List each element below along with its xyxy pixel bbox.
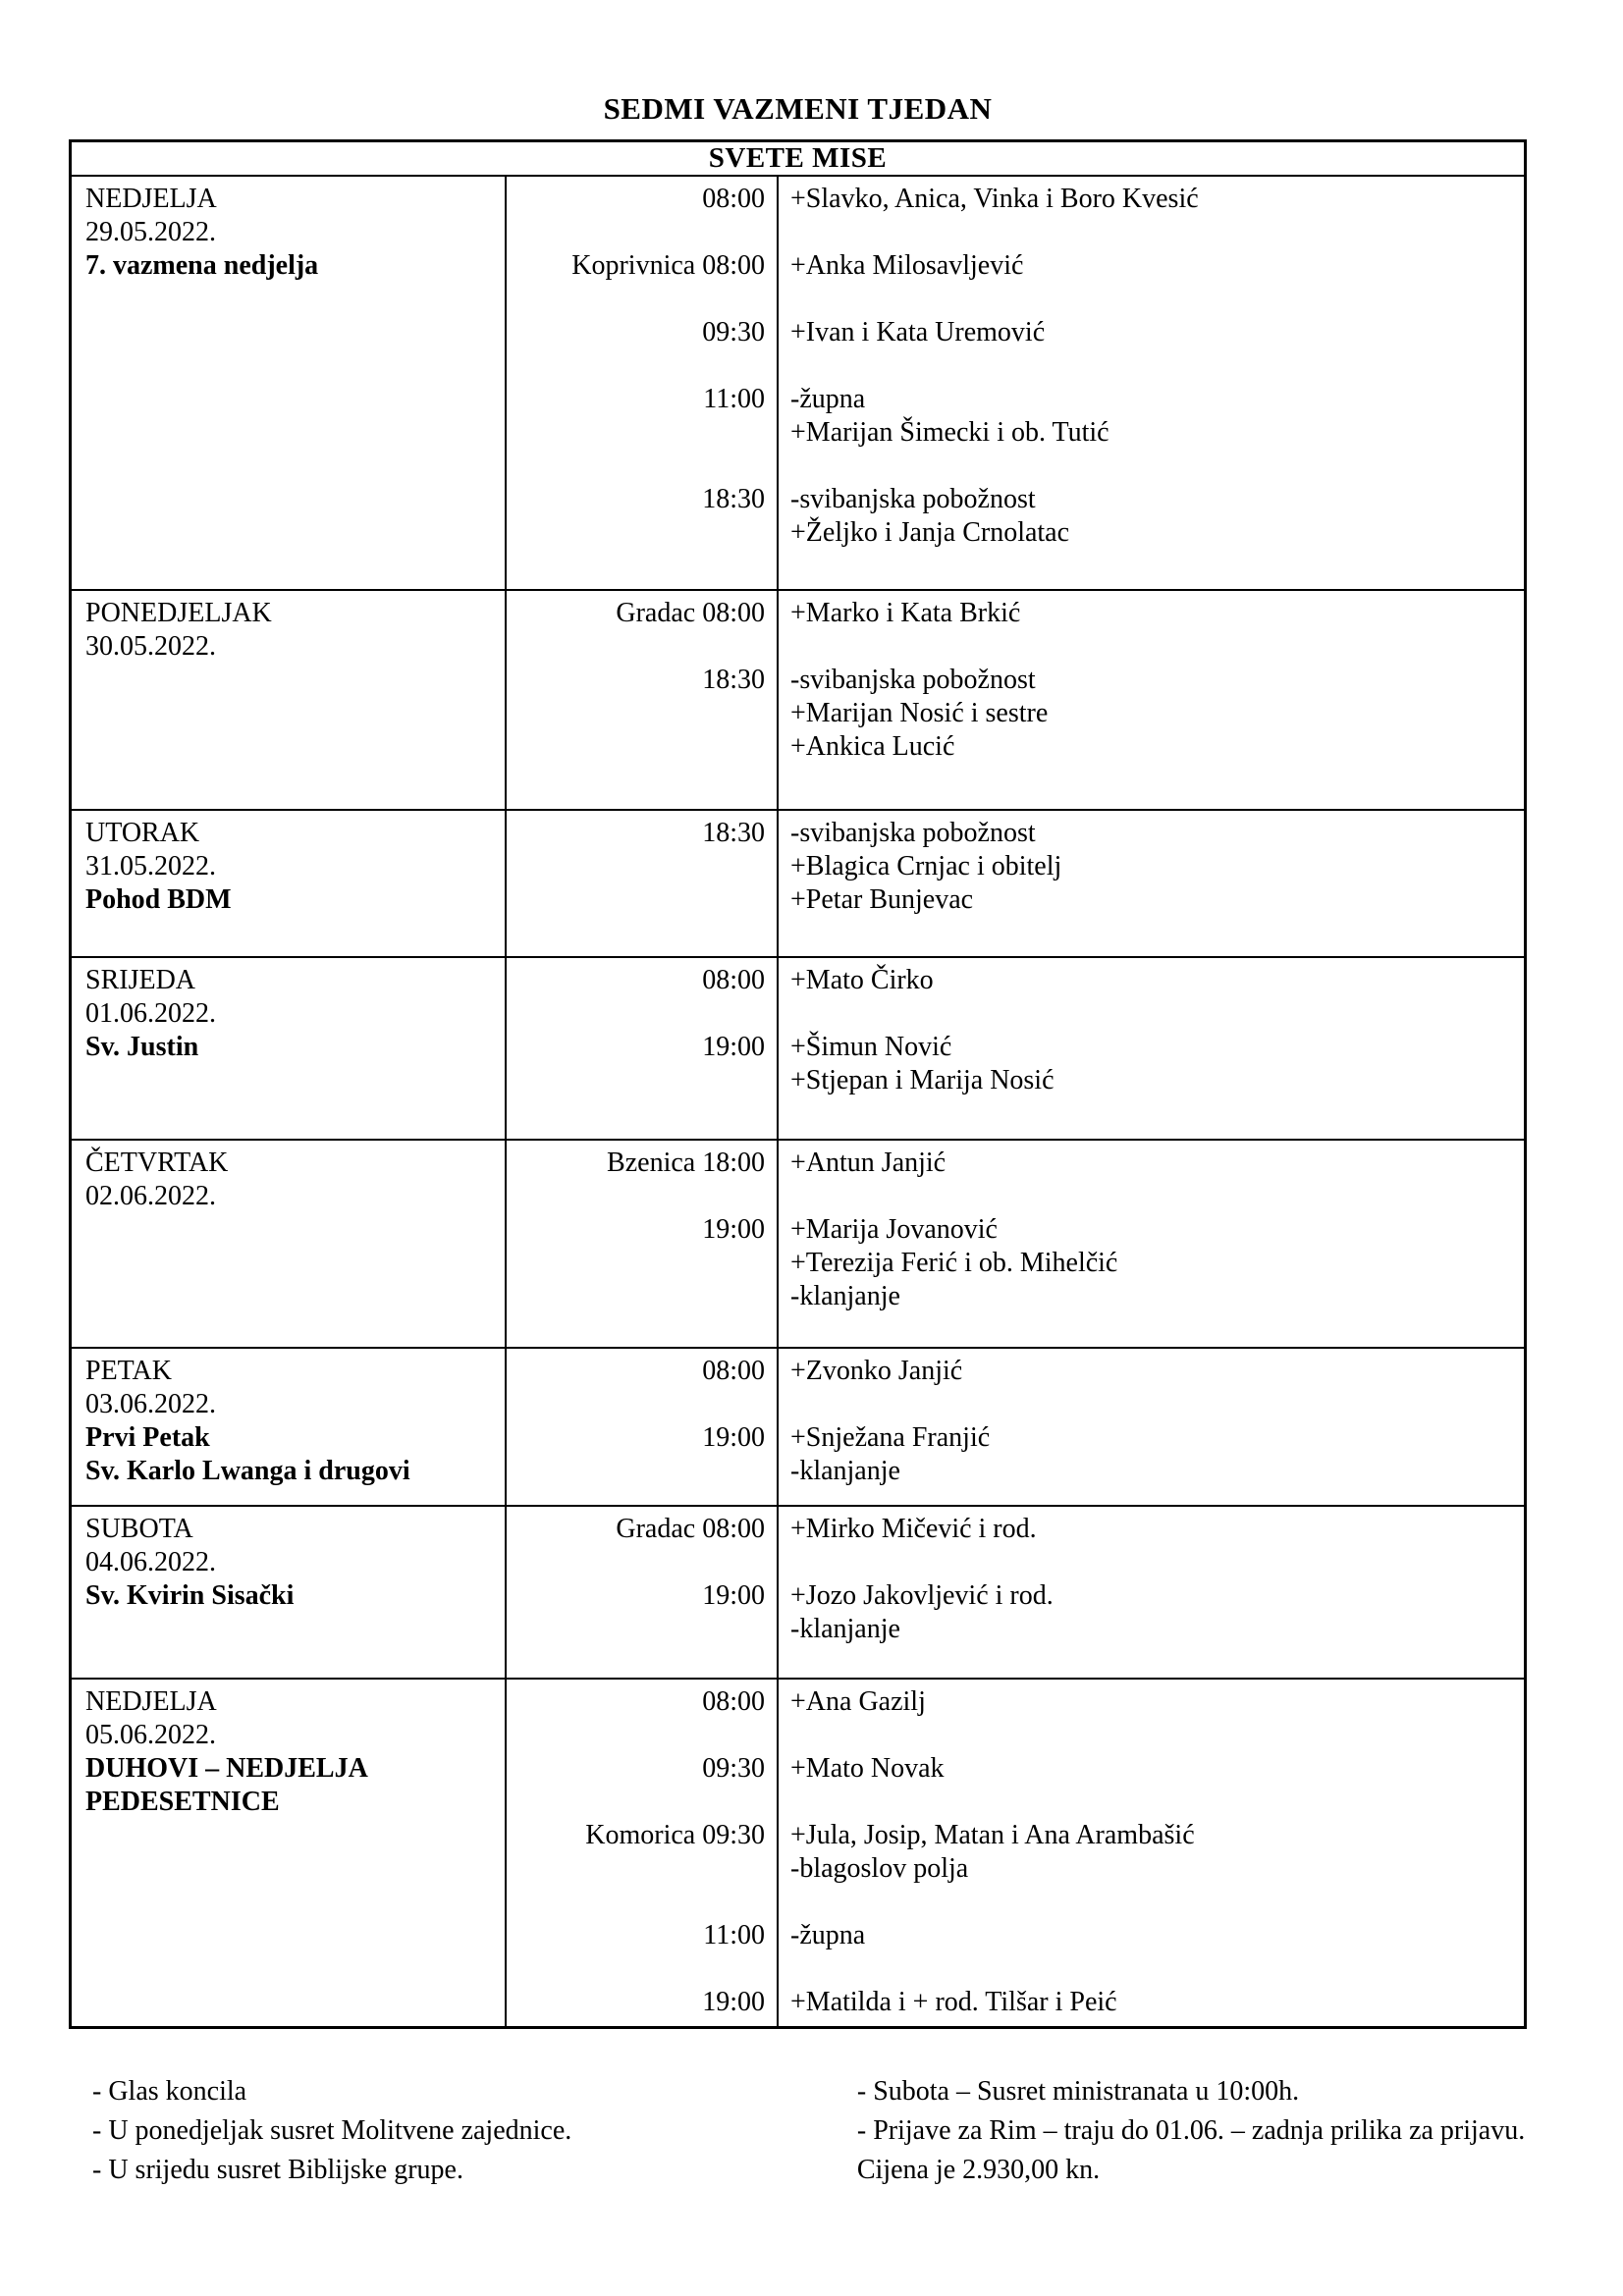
- intention-line: -župna: [790, 1920, 866, 1950]
- intention-group: [790, 664, 1524, 764]
- intention-line: +Ivan i Kata Uremović: [790, 317, 1046, 347]
- intention-group: [790, 964, 1524, 997]
- schedule-row: [72, 175, 1524, 589]
- time-cell: [505, 591, 777, 809]
- day-cell: [72, 1507, 505, 1678]
- mass-table-body: [72, 175, 1524, 2026]
- intention-group: [790, 1147, 1524, 1180]
- time-cell: [505, 1507, 777, 1678]
- day-line: Prvi Petak: [85, 1422, 210, 1453]
- time-entry: 18:30: [702, 818, 765, 848]
- intention-line: +Terezija Ferić i ob. Mihelčić: [790, 1248, 1118, 1278]
- mass-schedule-table: [69, 139, 1527, 2029]
- intention-line: +Željko i Janja Crnolatac: [790, 517, 1070, 548]
- time-entry: Gradac 08:00: [616, 1514, 765, 1544]
- time-entry: 19:00: [702, 1987, 765, 2017]
- day-line: UTORAK: [85, 818, 200, 848]
- day-line: 02.06.2022.: [85, 1181, 216, 1211]
- note-line: - Subota – Susret ministranata u 10:00h.: [856, 2076, 1300, 2107]
- note-line: - U ponedjeljak susret Molitvene zajednice.: [92, 2115, 572, 2146]
- intentions-cell: [777, 1349, 1524, 1505]
- intention-line: +Mirko Mičević i rod.: [790, 1514, 1037, 1544]
- intention-group: [790, 1819, 1524, 1886]
- intention-group: [790, 1752, 1524, 1786]
- intention-line: +Petar Bunjevac: [790, 884, 974, 915]
- day-line: 05.06.2022.: [85, 1720, 216, 1750]
- intention-line: +Ana Gazilj: [790, 1686, 926, 1717]
- day-line: ČETVRTAK: [85, 1148, 229, 1178]
- day-cell: [72, 1680, 505, 2026]
- intention-line: +Blagica Crnjac i obitelj: [790, 851, 1062, 881]
- day-line: 01.06.2022.: [85, 998, 216, 1029]
- day-line: 31.05.2022.: [85, 851, 216, 881]
- table-header: SVETE MISE: [708, 142, 888, 174]
- day-line: NEDJELJA: [85, 1686, 217, 1717]
- time-entry: 19:00: [702, 1032, 765, 1062]
- schedule-row: [72, 1505, 1524, 1678]
- time-cell: [505, 811, 777, 956]
- day-line: Sv. Karlo Lwanga i drugovi: [85, 1456, 410, 1486]
- intention-group: [790, 1513, 1524, 1546]
- intention-group: [790, 483, 1524, 550]
- intention-line: +Anka Milosavljević: [790, 250, 1024, 281]
- day-line: SRIJEDA: [85, 965, 196, 995]
- intention-line: +Antun Janjić: [790, 1148, 947, 1178]
- intention-group: [790, 1919, 1524, 1952]
- footer-notes: [69, 2072, 1527, 2190]
- intention-line: +Ankica Lucić: [790, 731, 955, 762]
- intention-line: -klanjanje: [790, 1614, 900, 1644]
- time-entry: Bzenica 18:00: [607, 1148, 765, 1178]
- intention-line: -svibanjska pobožnost: [790, 818, 1036, 848]
- intention-group: [790, 1355, 1524, 1388]
- day-line: PONEDJELJAK: [85, 598, 272, 628]
- day-line: NEDJELJA: [85, 184, 217, 214]
- intention-group: [790, 249, 1524, 283]
- intentions-cell: [777, 1680, 1524, 2026]
- note-line: - U srijedu susret Biblijske grupe.: [92, 2155, 463, 2185]
- intentions-cell: [777, 177, 1524, 589]
- day-line: Sv. Justin: [85, 1032, 199, 1062]
- time-entry: 09:30: [702, 317, 765, 347]
- day-line: PETAK: [85, 1356, 172, 1386]
- intention-line: -blagoslov polja: [790, 1853, 969, 1884]
- schedule-row: [72, 1139, 1524, 1347]
- time-entry: 08:00: [702, 184, 765, 214]
- document-page: [69, 0, 1527, 2190]
- time-entry: 11:00: [703, 384, 765, 414]
- time-entry: 19:00: [702, 1214, 765, 1245]
- time-entry: 19:00: [702, 1422, 765, 1453]
- day-line: SUBOTA: [85, 1514, 193, 1544]
- intention-group: [790, 1031, 1524, 1097]
- intention-group: [790, 1986, 1524, 2019]
- day-line: DUHOVI – NEDJELJA: [85, 1753, 368, 1784]
- time-entry: Komorica 09:30: [585, 1820, 765, 1850]
- time-cell: [505, 1141, 777, 1347]
- intention-line: +Zvonko Janjić: [790, 1356, 963, 1386]
- day-cell: [72, 811, 505, 956]
- intention-line: -svibanjska pobožnost: [790, 665, 1036, 695]
- day-line: 29.05.2022.: [85, 217, 216, 247]
- time-entry: 09:30: [702, 1753, 765, 1784]
- intention-line: +Mato Čirko: [790, 965, 934, 995]
- intentions-cell: [777, 811, 1524, 956]
- intention-line: +Šimun Nović: [790, 1032, 952, 1062]
- intentions-cell: [777, 1507, 1524, 1678]
- intention-line: +Marija Jovanović: [790, 1214, 998, 1245]
- intention-group: [790, 1213, 1524, 1313]
- day-cell: [72, 958, 505, 1139]
- intention-group: [790, 1579, 1524, 1646]
- day-line: Sv. Kvirin Sisački: [85, 1580, 295, 1611]
- time-entry: 11:00: [703, 1920, 765, 1950]
- time-cell: [505, 177, 777, 589]
- schedule-row: [72, 1347, 1524, 1505]
- intention-line: +Matilda i + rod. Tilšar i Peić: [790, 1987, 1117, 2017]
- intention-line: +Slavko, Anica, Vinka i Boro Kvesić: [790, 184, 1199, 214]
- note-line: - Glas koncila: [92, 2076, 247, 2107]
- day-cell: [72, 1349, 505, 1505]
- intention-group: [790, 383, 1524, 450]
- intention-line: -župna: [790, 384, 866, 414]
- intention-line: +Snježana Franjić: [790, 1422, 991, 1453]
- day-cell: [72, 1141, 505, 1347]
- intention-line: -klanjanje: [790, 1456, 900, 1486]
- time-entry: 08:00: [702, 1686, 765, 1717]
- time-cell: [505, 958, 777, 1139]
- intention-group: [790, 1685, 1524, 1719]
- page-title: SEDMI VAZMENI TJEDAN: [603, 91, 993, 126]
- time-entry: 19:00: [702, 1580, 765, 1611]
- schedule-row: [72, 589, 1524, 809]
- intention-line: -svibanjska pobožnost: [790, 484, 1036, 514]
- day-line: Pohod BDM: [85, 884, 232, 915]
- notes-right-column: [857, 2072, 1527, 2190]
- intentions-cell: [777, 1141, 1524, 1347]
- intentions-cell: [777, 958, 1524, 1139]
- intention-group: [790, 316, 1524, 349]
- intention-group: [790, 817, 1524, 917]
- time-entry: 18:30: [702, 484, 765, 514]
- time-entry: 18:30: [702, 665, 765, 695]
- intention-line: -klanjanje: [790, 1281, 900, 1311]
- intention-group: [790, 597, 1524, 630]
- day-line: PEDESETNICE: [85, 1787, 280, 1817]
- day-cell: [72, 591, 505, 809]
- day-line: 30.05.2022.: [85, 631, 216, 662]
- intention-line: +Mato Novak: [790, 1753, 945, 1784]
- time-entry: Gradac 08:00: [616, 598, 765, 628]
- time-cell: [505, 1680, 777, 2026]
- intention-line: +Marko i Kata Brkić: [790, 598, 1021, 628]
- day-line: 03.06.2022.: [85, 1389, 216, 1419]
- intention-line: +Stjepan i Marija Nosić: [790, 1065, 1055, 1095]
- time-entry: 08:00: [702, 1356, 765, 1386]
- time-entry: Koprivnica 08:00: [571, 250, 765, 281]
- day-line: 04.06.2022.: [85, 1547, 216, 1577]
- schedule-row: [72, 956, 1524, 1139]
- day-cell: [72, 177, 505, 589]
- intention-line: +Marijan Šimecki i ob. Tutić: [790, 417, 1109, 448]
- intention-group: [790, 183, 1524, 216]
- intention-line: +Marijan Nosić i sestre: [790, 698, 1049, 728]
- notes-left-column: [92, 2072, 857, 2190]
- time-entry: 08:00: [702, 965, 765, 995]
- intentions-cell: [777, 591, 1524, 809]
- time-cell: [505, 1349, 777, 1505]
- intention-line: +Jozo Jakovljević i rod.: [790, 1580, 1054, 1611]
- intention-line: +Jula, Josip, Matan i Ana Arambašić: [790, 1820, 1195, 1850]
- schedule-row: [72, 1678, 1524, 2026]
- day-line: 7. vazmena nedjelja: [85, 250, 319, 281]
- intention-group: [790, 1421, 1524, 1488]
- note-line: - Prijave za Rim – traju do 01.06. – zadnja prilika za prijavu. Cijena je 2.930,00 kn.: [856, 2115, 1526, 2185]
- schedule-row: [72, 809, 1524, 956]
